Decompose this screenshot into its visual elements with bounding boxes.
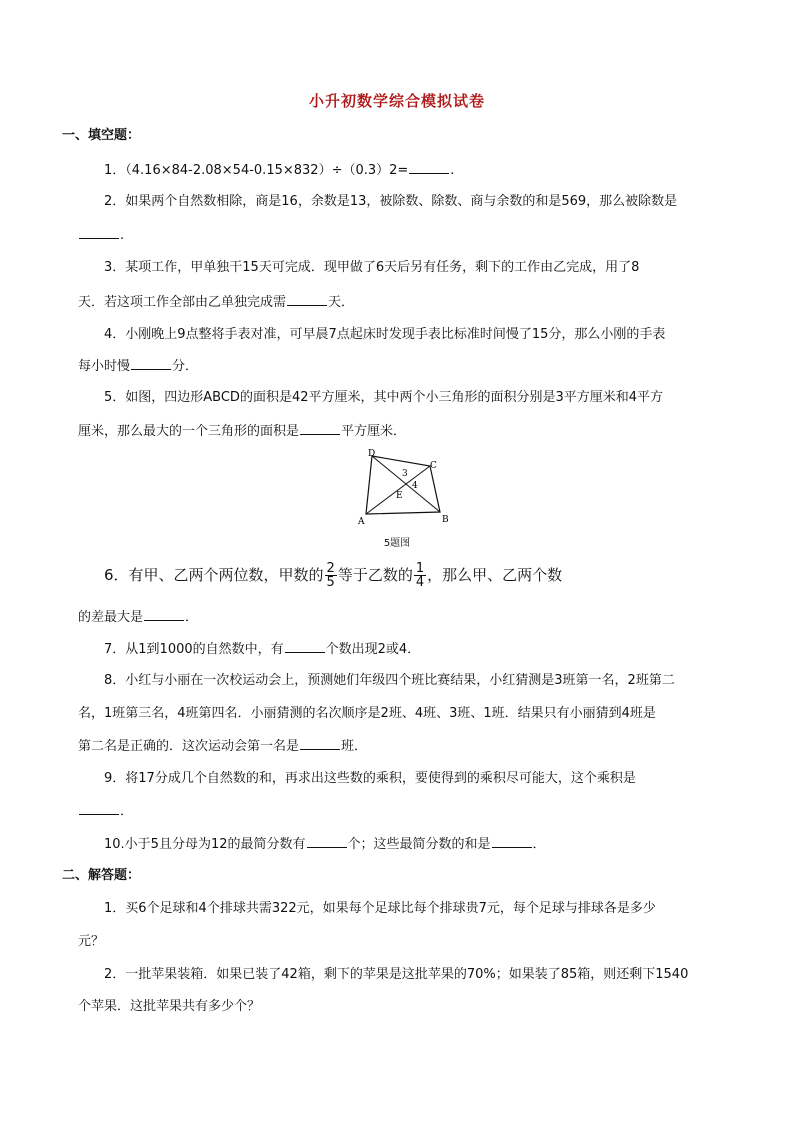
answer-blank[interactable] [144,609,184,621]
question-text-tail: . [450,163,455,178]
question-text-tail: ． [120,804,134,819]
question-text-tail: 班． [341,739,368,754]
answer-blank[interactable] [79,803,119,815]
question-text: ，那么甲、乙两个数 [427,566,563,584]
intersection-label-e: E [396,491,403,501]
question-text-tail: 分． [172,359,199,374]
question-4-line-1: 4．小刚晚上9点整将手表对准，可早晨7点起床时发现手表比标准时间慢了15分，那么小刚的手表 [104,327,666,342]
vertex-label-c: C [430,461,437,471]
question-text: 6．有甲、乙两个两位数，甲数的 [104,566,324,584]
section-heading-fill-blank: 一、填空题： [62,128,141,143]
answer-blank[interactable] [300,423,340,435]
answer-blank[interactable] [409,162,449,174]
question-3-line-1: 3．某项工作，甲单独干15天可完成．现甲做了6天后另有任务，剩下的工作由乙完成，用了8 [104,260,640,275]
problem-1-line-1: 1．买6个足球和4个排球共需322元，如果每个足球比每个排球贵7元，每个足球与排球各是多少 [104,901,656,916]
question-text-tail: . [120,228,125,243]
question-text-tail: 平方厘米． [341,424,407,439]
question-8-line-3 [78,738,367,755]
answer-blank[interactable] [79,227,119,239]
question-4-line-2 [78,358,198,375]
question-text: 的差最大是 [78,610,144,625]
problem-1-line-2: 元？ [78,934,105,949]
answer-blank[interactable] [300,738,340,750]
fraction-denominator: 4 [415,575,425,590]
problem-2-line-1: 2．一批苹果装箱．如果已装了42箱，剩下的苹果是这批苹果的70%；如果装了85箱，则还剩下1540 [104,967,689,982]
question-1 [104,162,454,179]
question-text-tail: ． [532,837,546,852]
area-label-4: 4 [412,481,418,491]
question-text: 1．（4.16×84-2.08×54-0.15×832）÷（0.3）2= [104,163,409,178]
question-text: 10.小于5且分母为12的最简分数有 [104,837,306,852]
fraction-two-fifths [325,562,337,589]
page-title: 小升初数学综合模拟试卷 [308,92,485,110]
section-heading-problems: 二、解答题： [62,868,141,883]
fraction-one-quarter [414,562,426,589]
question-6-line-2 [78,609,198,626]
quadrilateral-figure [350,446,460,528]
vertex-label-d: D [368,449,376,459]
fraction-numerator: 1 [415,561,425,576]
question-10 [104,836,546,853]
question-text: 每小时慢 [78,359,131,374]
question-8-line-1: 8．小红与小丽在一次校运动会上，预测她们年级四个班比赛结果，小红猜测是3班第一名，2班第二 [104,673,675,688]
question-text-tail: ． [185,610,199,625]
question-text: 个；这些最简分数的和是 [347,837,491,852]
diagonal-ac [366,466,430,514]
question-text: 厘米，那么最大的一个三角形的面积是 [78,424,300,439]
question-text: 等于乙数的 [337,566,413,584]
answer-blank[interactable] [307,836,347,848]
question-5-line-1: 5．如图，四边形ABCD的面积是42平方厘米，其中两个小三角形的面积分别是3平方厘米和4平方 [104,390,664,405]
question-3-line-2 [78,294,354,311]
question-text-tail: 个数出现2或4． [325,642,421,657]
answer-blank[interactable] [492,836,532,848]
problem-2-line-2: 个苹果．这批苹果共有多少个？ [78,999,261,1014]
question-text: 7．从1到1000的自然数中，有 [104,642,284,657]
question-6-line-1 [104,560,562,590]
vertex-label-b: B [442,515,449,525]
question-8-line-2: 名，1班第三名，4班第四名．小丽猜测的名次顺序是2班、4班、3班、1班．结果只有小丽猜到4班是 [78,706,656,721]
area-label-3: 3 [402,469,408,479]
answer-blank[interactable] [131,358,171,370]
question-7 [104,641,420,658]
question-text: 第二名是正确的．这次运动会第一名是 [78,739,300,754]
answer-blank[interactable] [287,294,327,306]
question-2-line-2 [78,227,124,244]
answer-blank[interactable] [285,641,325,653]
question-2-line-1: 2．如果两个自然数相除，商是16，余数是13，被除数、除数、商与余数的和是569，那么被除数是 [104,194,678,209]
question-9-line-2 [78,803,133,820]
question-text: 天．若这项工作全部由乙单独完成需 [78,295,287,310]
figure-caption: 5题图 [383,538,411,549]
fraction-numerator: 2 [326,561,335,576]
question-5-line-2 [78,423,406,440]
question-text-tail: 天． [328,295,355,310]
vertex-label-a: A [358,517,365,527]
question-9-line-1: 9．将17分成几个自然数的和，再求出这些数的乘积，要使得到的乘积尽可能大，这个乘积是 [104,771,636,786]
fraction-denominator: 5 [326,575,335,590]
